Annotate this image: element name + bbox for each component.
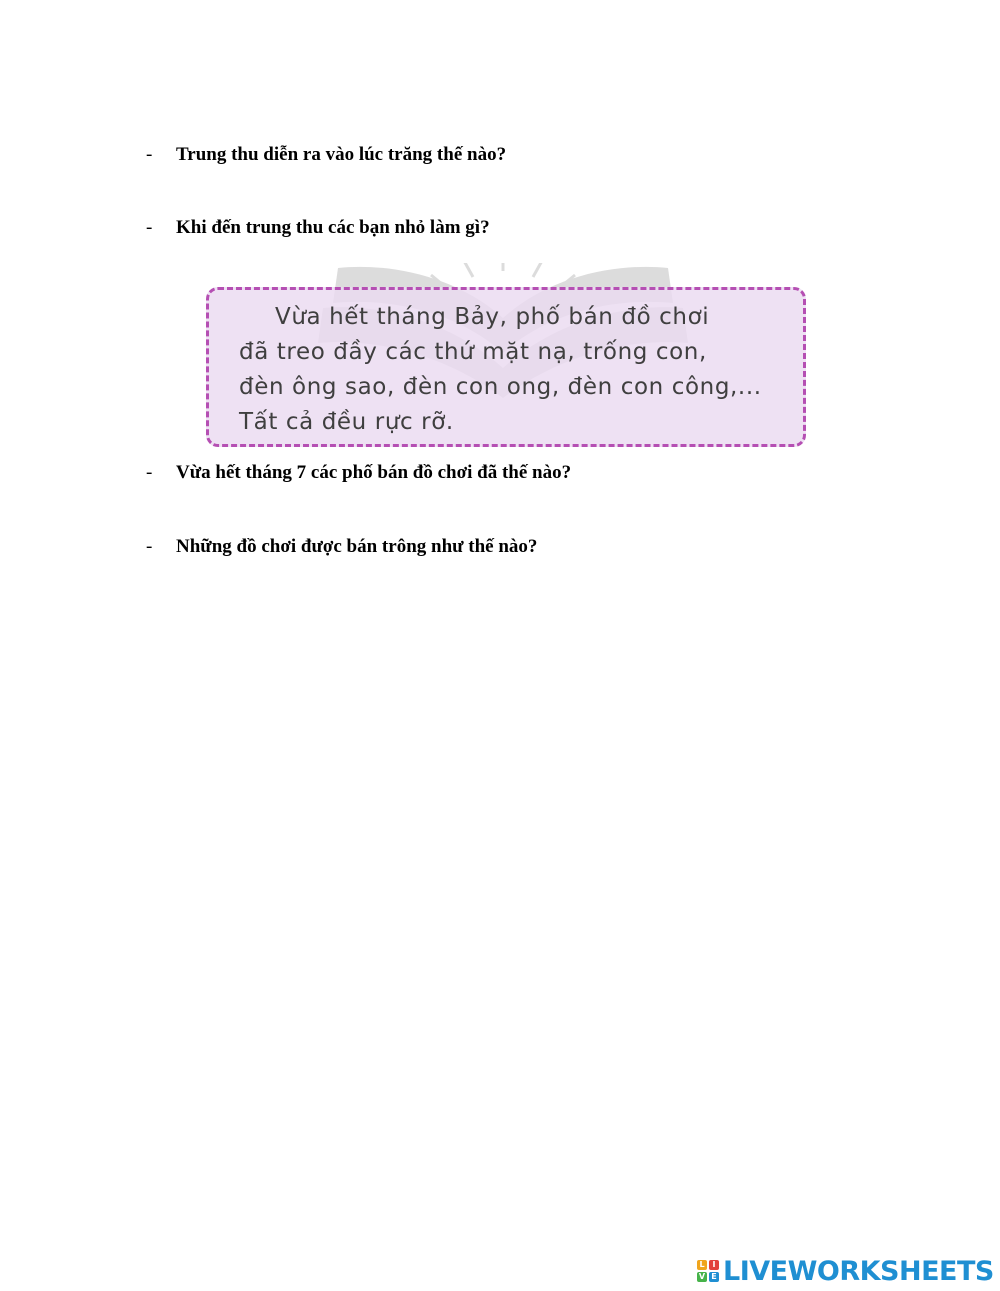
question-text: Trung thu diễn ra vào lúc trăng thế nào? [176, 144, 507, 165]
question-1 [146, 143, 506, 167]
logo-letter: V [698, 1272, 706, 1281]
reading-passage-panel [203, 263, 809, 453]
question-text: Vừa hết tháng 7 các phố bán đồ chơi đã thế nào? [176, 462, 572, 483]
passage-line: đã treo đầy các thứ mặt nạ, trống con, [239, 339, 707, 365]
logo-letter: I [709, 1260, 719, 1270]
logo-blocks-icon [697, 1260, 719, 1282]
logo-letter: L [697, 1260, 707, 1270]
passage-line: đèn ông sao, đèn con ong, đèn con công,... [239, 374, 762, 400]
question-3 [146, 461, 571, 485]
bullet-dash: - [146, 144, 153, 165]
liveworksheets-logo [697, 1254, 994, 1288]
logo-letter: E [709, 1272, 719, 1282]
question-4 [146, 535, 537, 559]
reading-passage [206, 287, 806, 447]
passage-line: Vừa hết tháng Bảy, phố bán đồ chơi [275, 304, 710, 330]
question-text: Những đồ chơi được bán trông như thế nào? [176, 536, 538, 557]
question-text: Khi đến trung thu các bạn nhỏ làm gì? [176, 217, 490, 238]
bullet-dash: - [146, 217, 153, 238]
bullet-dash: - [146, 462, 153, 483]
logo-text: LIVEWORKSHEETS [723, 1255, 994, 1287]
bullet-dash: - [146, 536, 153, 557]
passage-line: Tất cả đều rực rỡ. [239, 409, 454, 435]
question-2 [146, 216, 490, 240]
